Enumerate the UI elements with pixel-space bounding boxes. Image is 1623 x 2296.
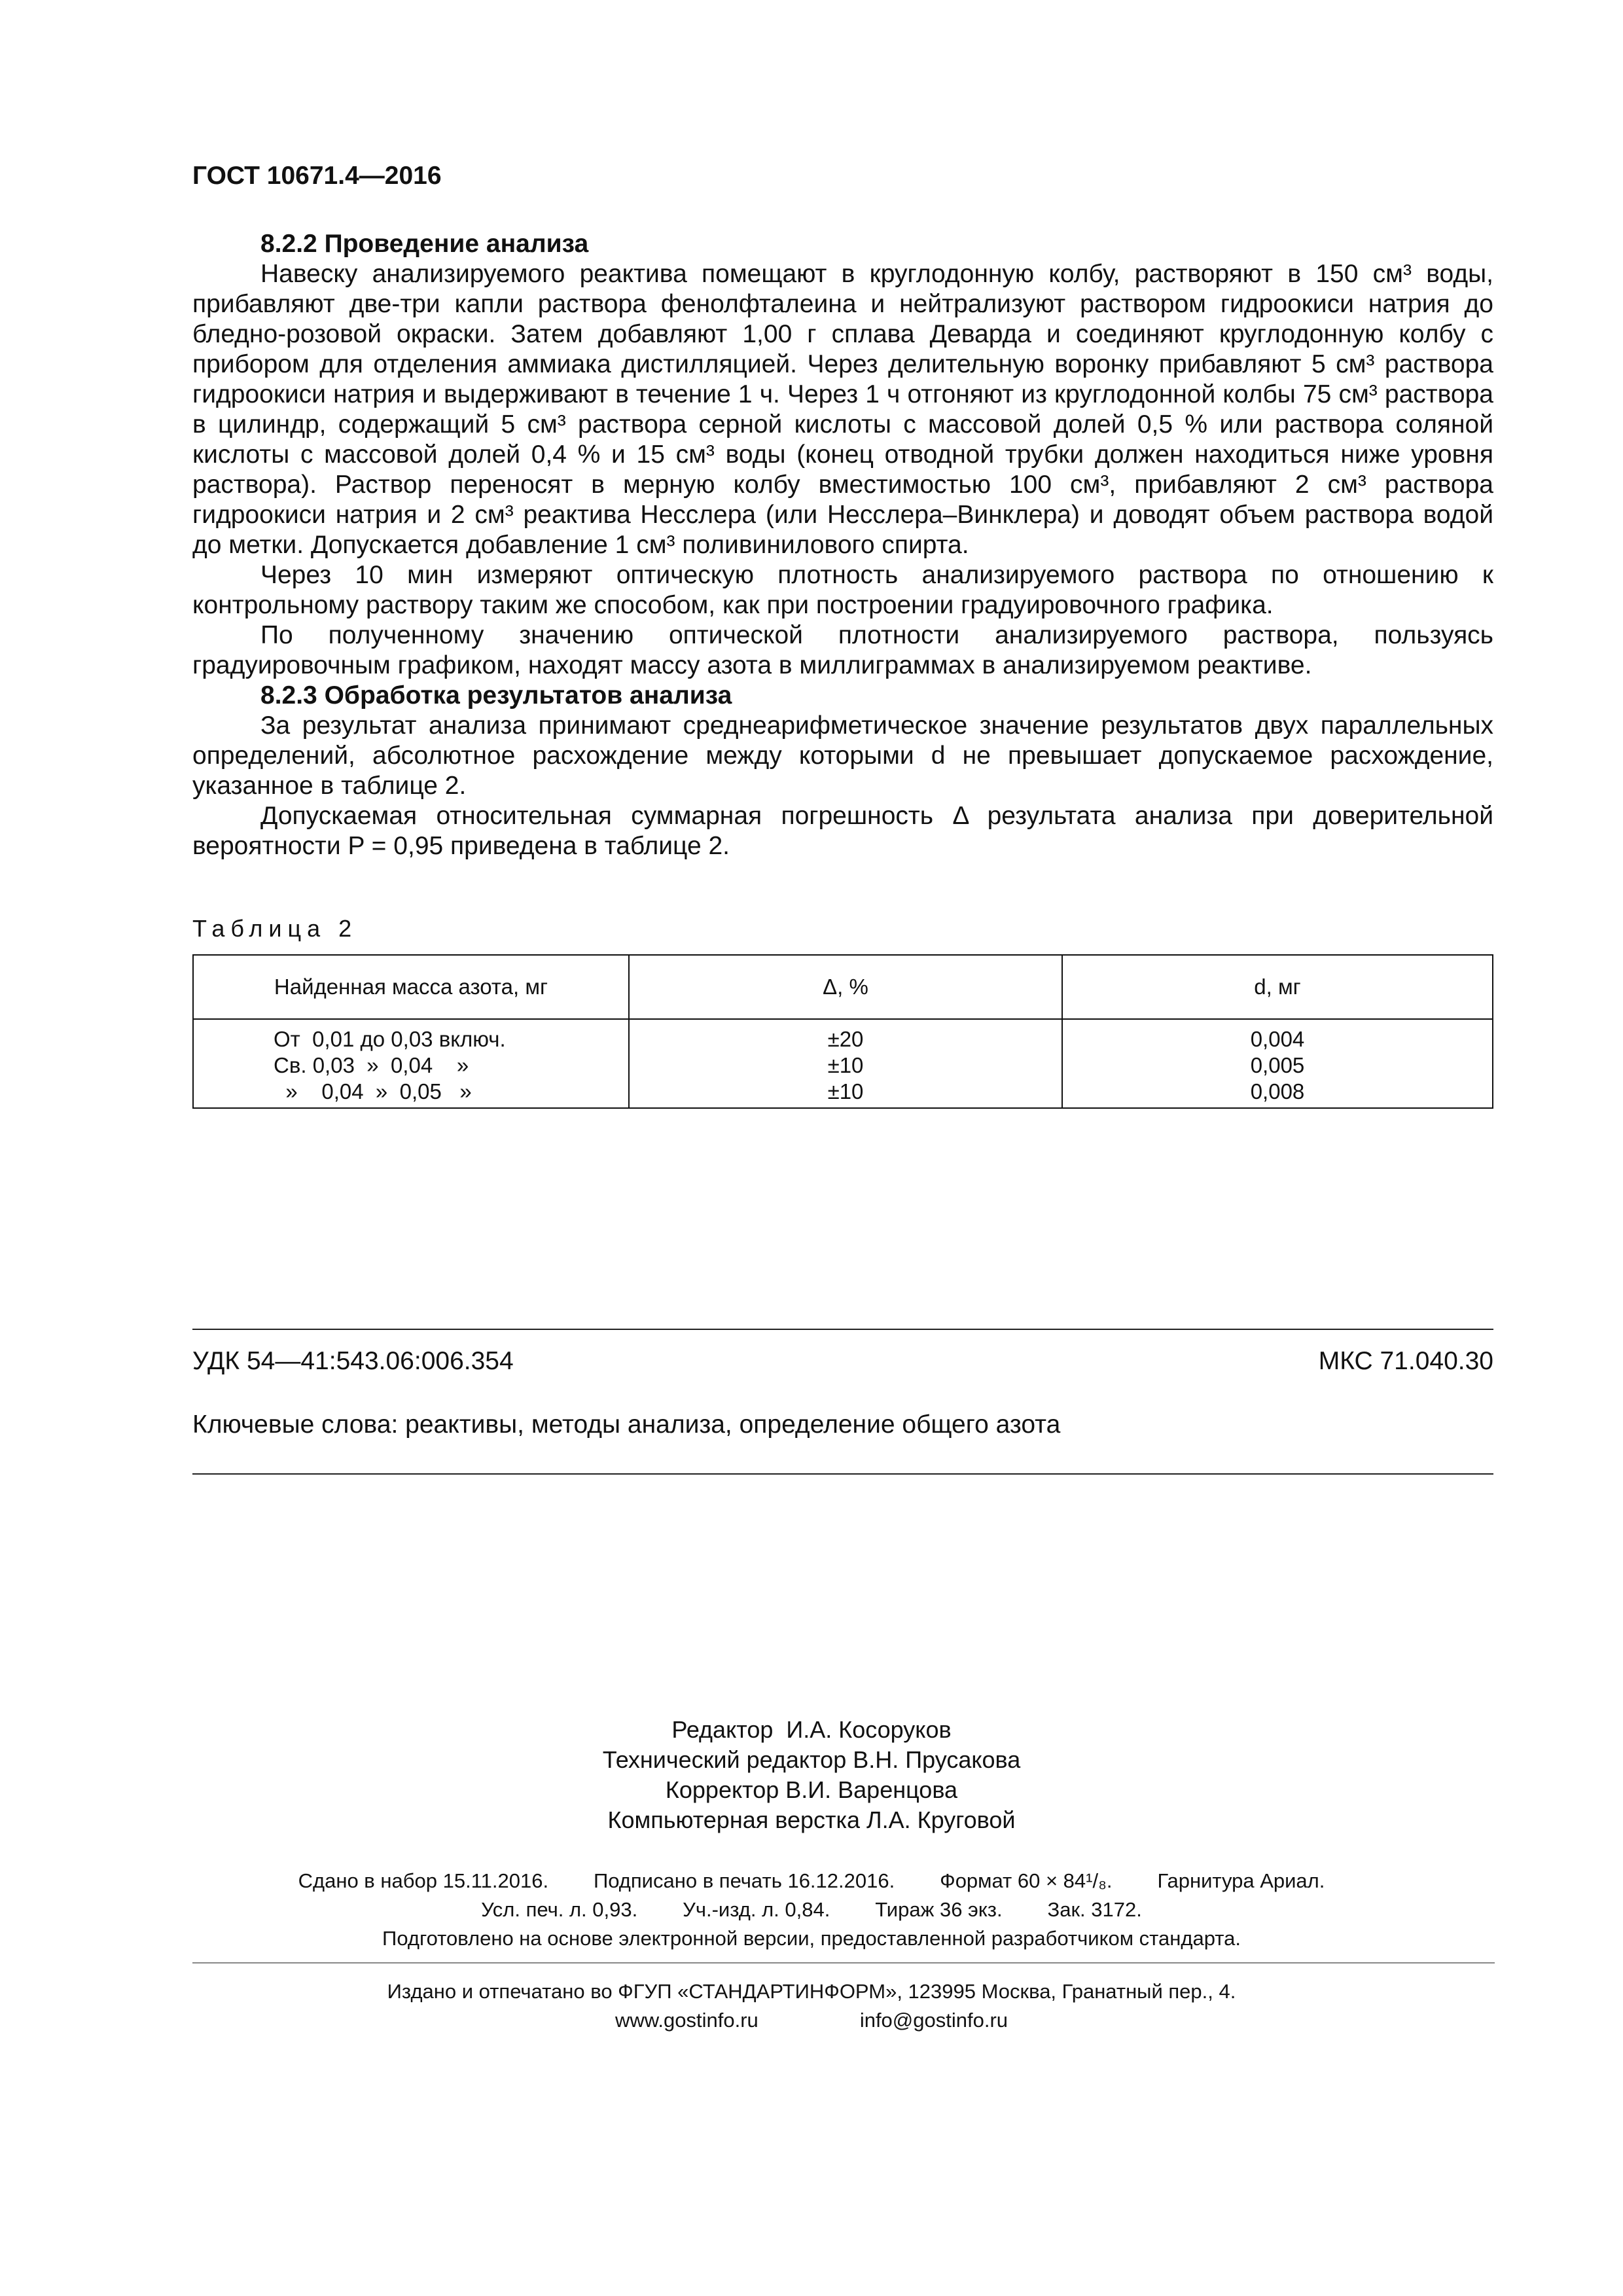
document-header: ГОСТ 10671.4—2016 [192, 162, 442, 190]
table-header-row [193, 955, 1493, 1019]
divider-line [192, 1473, 1493, 1475]
udk-code: УДК 54—41:543.06:006.354 [192, 1347, 514, 1375]
section-heading: 8.2.3 Обработка результатов анализа [260, 681, 732, 709]
table-cell: ±10 [629, 1052, 1062, 1079]
credits-block [0, 1715, 1623, 1835]
imprint-line: Усл. печ. л. 0,93. Уч.-изд. л. 0,84. Тираж 36 экз. Зак. 3172. [481, 1898, 1142, 1921]
table-cell: 0,008 [1062, 1079, 1493, 1108]
mass-range: » 0,04 » 0,05 » [274, 1079, 472, 1103]
publisher-block [0, 1977, 1623, 2035]
column-header-mass: Найденная масса азота, мг [193, 955, 629, 1019]
column-header-d: d, мг [1062, 955, 1493, 1019]
imprint-line: Подготовлено на основе электронной версии, предоставленной разработчиком стандарта. [382, 1927, 1241, 1950]
table-cell: ±20 [629, 1019, 1062, 1052]
table-row [193, 1079, 1493, 1108]
publisher-contacts: www.gostinfo.ru info@gostinfo.ru [615, 2009, 1008, 2032]
credit-layout: Компьютерная верстка Л.А. Круговой [607, 1806, 1016, 1833]
divider-line [192, 1329, 1493, 1330]
mass-range: От 0,01 до 0,03 включ. [274, 1027, 506, 1051]
credit-editor: Редактор И.А. Косоруков [671, 1716, 952, 1743]
table-cell: 0,005 [1062, 1052, 1493, 1079]
table-cell [193, 1079, 629, 1108]
table-row [193, 1052, 1493, 1079]
column-header-delta: Δ, % [629, 955, 1062, 1019]
credit-corrector: Корректор В.И. Варенцова [665, 1776, 958, 1803]
section-heading: 8.2.2 Проведение анализа [260, 230, 589, 258]
imprint-block [0, 1867, 1623, 1953]
paragraph: Через 10 мин измеряют оптическую плотность анализируемого раствора по отношению к контрольному раствору таким же способом, как при построении градуировочного графика. [192, 561, 1493, 619]
paragraph: Допускаемая относительная суммарная погрешность Δ результата анализа при доверительной вероятности P = 0,95 приведена в таблице 2. [192, 802, 1493, 860]
imprint-line: Сдано в набор 15.11.2016. Подписано в печать 16.12.2016. Формат 60 × 84¹/₈. Гарнитура Ариал. [298, 1869, 1325, 1892]
mks-code: МКС 71.040.30 [1318, 1347, 1493, 1375]
table-caption: Таблица 2 [192, 915, 358, 942]
table-cell: ±10 [629, 1079, 1062, 1108]
publisher-line: Издано и отпечатано во ФГУП «СТАНДАРТИНФОРМ», 123995 Москва, Гранатный пер., 4. [387, 1980, 1236, 2003]
paragraph: Навеску анализируемого реактива помещают в круглодонную колбу, растворяют в 150 см³ воды, прибавляют две-три капли раствора фенолфталеина и нейтрализуют раствором гидроокиси натрия до бледно-розовой окраски. Затем добавляют 1,00 г сплава Деварда и соединяют круглодонную колбу с прибором для отделения аммиака дистилляцией. Через делительную воронку прибавляют 5 см³ раствора гидроокиси натрия и выдерживают в течение 1 ч. Через 1 ч отгоняют из круглодонной колбы 75 см³ раствора в цилиндр, содержащий 5 см³ раствора серной кислоты с массовой долей 0,5 % или раствора соляной кислоты с массовой долей 0,4 % и 15 см³ воды (конец отводной трубки должен находиться ниже уровня раствора). Раствор переносят в мерную колбу вместимостью 100 см³, прибавляют 2 см³ раствора гидроокиси натрия и 2 см³ реактива Несслера (или Несслера–Винклера) и доводят объем раствора водой до метки. Допускается добавление 1 см³ поливинилового спирта. [192, 260, 1493, 559]
mass-range: Св. 0,03 » 0,04 » [274, 1053, 469, 1077]
table-cell: 0,004 [1062, 1019, 1493, 1052]
table-cell [193, 1052, 629, 1079]
paragraph: По полученному значению оптической плотности анализируемого раствора, пользуясь градуировочным графиком, находят массу азота в миллиграммах в анализируемом реактиве. [192, 621, 1493, 679]
keywords: Ключевые слова: реактивы, методы анализа, определение общего азота [192, 1410, 1061, 1439]
paragraph: За результат анализа принимают среднеарифметическое значение результатов двух параллельных определений, абсолютное расхождение между которыми d не превышает допускаемое расхождение, указанное в таблице 2. [192, 711, 1493, 800]
credit-tech-editor: Технический редактор В.Н. Прусакова [602, 1746, 1021, 1773]
table-row [193, 1019, 1493, 1052]
divider-line [192, 1962, 1495, 1964]
results-table [192, 954, 1493, 1109]
table-cell [193, 1019, 629, 1052]
body-text [192, 229, 1493, 861]
